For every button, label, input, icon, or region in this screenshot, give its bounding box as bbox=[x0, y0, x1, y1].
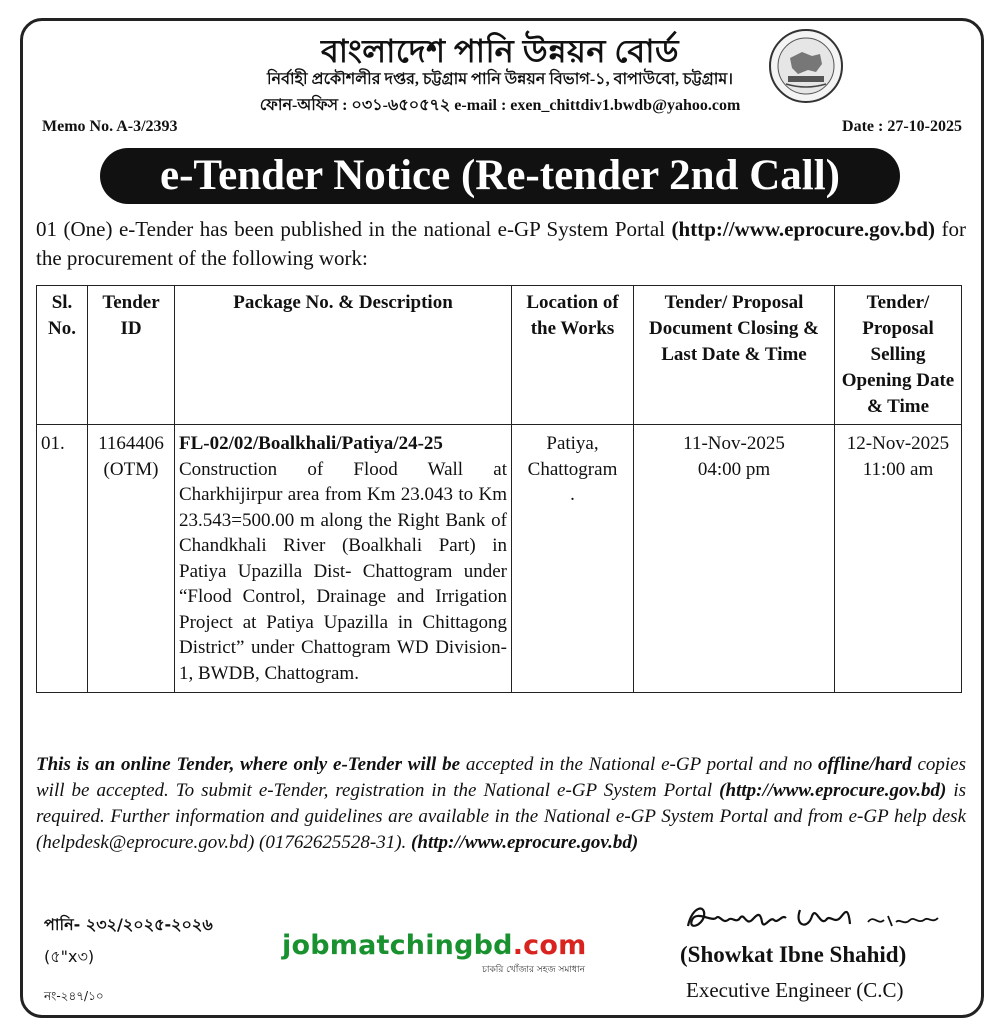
watermark-tagline: চাকরি খোঁজার সহজ সমাধান bbox=[482, 965, 585, 975]
table-row bbox=[37, 425, 962, 693]
cell-package bbox=[175, 425, 512, 693]
ad-size: (৫"x৩) bbox=[44, 947, 95, 966]
note-bold-1: This is an online Tender, where only e-Tender will be bbox=[36, 754, 461, 775]
watermark bbox=[282, 930, 587, 975]
watermark-domain: .com bbox=[512, 930, 587, 961]
cell-location bbox=[512, 425, 634, 693]
note-text-1: accepted in the National e-GP portal and no bbox=[465, 754, 813, 775]
tender-table bbox=[36, 285, 962, 693]
notice-title-banner: e-Tender Notice (Re-tender 2nd Call) bbox=[100, 148, 900, 204]
signature-image bbox=[682, 896, 962, 942]
opening-time: 11:00 am bbox=[862, 458, 934, 480]
table-header-row bbox=[37, 286, 962, 425]
intro-text: 01 (One) e-Tender has been published in the national e-GP System Portal bbox=[36, 217, 666, 241]
signer-designation: Executive Engineer (C.C) bbox=[686, 978, 904, 1002]
watermark-name: jobmatchingbd bbox=[282, 930, 513, 961]
note-url-1[interactable]: (http://www.eprocure.gov.bd) bbox=[719, 780, 947, 801]
cell-sl: 01. bbox=[37, 425, 88, 693]
note-bold-2: offline/hard bbox=[818, 754, 912, 775]
tender-id: 1164406 bbox=[98, 433, 164, 454]
closing-date: 11-Nov-2025 bbox=[683, 433, 785, 454]
location-text: Patiya, Chattogram bbox=[527, 433, 618, 480]
header-location: Location of the Works bbox=[512, 286, 634, 425]
memo-number: Memo No. A-3/2393 bbox=[42, 118, 178, 135]
location-dot: . bbox=[570, 484, 575, 505]
header-opening: Tender/ Proposal Selling Opening Date & Time bbox=[835, 286, 962, 425]
header-sl: Sl. No. bbox=[37, 286, 88, 425]
note-text-3: is required. Further information and guidelines are available in the National e-GP System Portal and from e-GP help desk (helpdesk@eprocure.gov.bd) (01762625528-31). bbox=[36, 780, 966, 853]
online-tender-note bbox=[36, 752, 966, 856]
header-package: Package No. & Description bbox=[175, 286, 512, 425]
intro-text-end: for the procurement of the following work: bbox=[36, 217, 967, 270]
watermark-text bbox=[282, 930, 586, 961]
note-text-2: copies will be accepted. To submit e-Tender, registration in the National e-GP System Portal bbox=[36, 754, 967, 801]
cell-closing bbox=[634, 425, 835, 693]
signer-name: (Showkat Ibne Shahid) bbox=[680, 942, 907, 967]
procurement-method: (OTM) bbox=[103, 458, 159, 480]
package-description: Construction of Flood Wall at Charkhijirpur area from Km 23.043 to Km 23.543=500.00 m along the Right Bank of Chandkhali River (Boalkhali Part) in Patiya Upazilla Dist- Chattogram under “Flood Control, Drainage and Irrigation Project at Patiya Upazilla in Chittagong District” under Chattogram WD Division-1, BWDB, Chattogram. bbox=[179, 458, 507, 684]
note-url-2[interactable]: (http://www.eprocure.gov.bd) bbox=[411, 832, 639, 853]
cell-tender-id bbox=[88, 425, 175, 693]
office-contact: ফোন-অফিস : ০৩১-৬৫০৫৭২ e-mail : exen_chittdiv1.bwdb@yahoo.com bbox=[259, 97, 741, 114]
header-tender-id: Tender ID bbox=[88, 286, 175, 425]
header-closing: Tender/ Proposal Document Closing & Last Date & Time bbox=[634, 286, 835, 425]
closing-time: 04:00 pm bbox=[697, 458, 771, 480]
serial-number: নং-২৪৭/১০ bbox=[44, 989, 104, 1003]
package-number: FL-02/02/Boalkhali/Patiya/24-25 bbox=[179, 433, 443, 454]
reference-number: পানি- ২৩২/২০২৫-২০২৬ bbox=[44, 915, 213, 934]
office-address: নির্বাহী প্রকৌশলীর দপ্তর, চট্টগ্রাম পানি উন্নয়ন বিভাগ-১, বাপাউবো, চট্টগ্রাম। bbox=[266, 71, 734, 88]
portal-url[interactable]: (http://www.eprocure.gov.bd) bbox=[671, 217, 936, 241]
organization-name: বাংলাদেশ পানি উন্নয়ন বোর্ড bbox=[320, 33, 680, 69]
bwdb-seal-logo bbox=[768, 28, 844, 104]
cell-opening bbox=[835, 425, 962, 693]
opening-date: 12-Nov-2025 bbox=[846, 433, 950, 454]
notice-date: Date : 27-10-2025 bbox=[842, 118, 962, 135]
intro-paragraph bbox=[36, 215, 966, 273]
